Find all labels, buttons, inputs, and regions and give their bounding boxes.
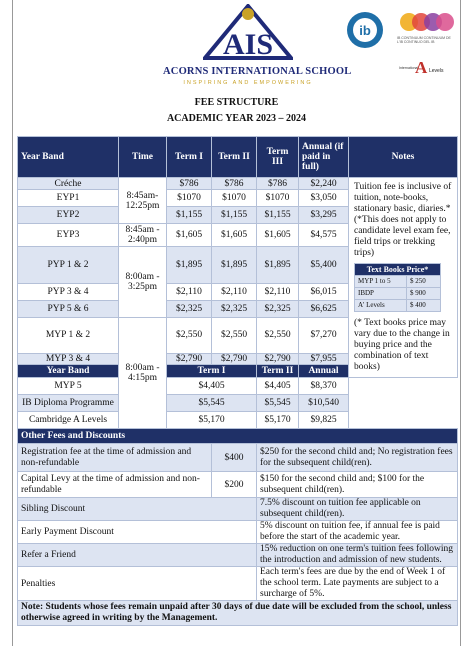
fee-label: Refer a Friend <box>18 544 257 567</box>
academic-year: ACADEMIC YEAR 2023 – 2024 <box>166 113 307 124</box>
term2-cell: $4,405 <box>257 378 299 395</box>
fee-row <box>18 444 458 472</box>
table-header <box>18 137 458 178</box>
school-motto: INSPIRING AND EMPOWERING <box>183 80 313 86</box>
fee-row <box>18 567 458 601</box>
fee-label: Capital Levy at the time of admission and non-refundable <box>18 472 212 498</box>
term3-cell: $1,895 <box>257 247 299 284</box>
other-fees-header <box>18 429 458 444</box>
fee-table <box>17 136 458 626</box>
textbook-row <box>355 300 441 312</box>
a-levels-letter: A <box>415 58 428 77</box>
fee-row <box>18 544 458 567</box>
annual-cell: $7,270 <box>299 317 349 354</box>
term2-cell: $2,325 <box>212 300 257 317</box>
sub-col-term-1: Term I <box>167 365 257 378</box>
school-name: ACORNS INTERNATIONAL SCHOOL <box>163 66 352 77</box>
notes-tuition-text: Tuition fee is inclusive of tuition, note-books, stationary basic, diaries.* (*This does not apply to candidate level exam fee, field trips or trekking trips) <box>354 182 452 258</box>
term1-cell: $2,790 <box>167 354 212 365</box>
band-cell: MYP 3 & 4 <box>18 354 119 365</box>
term3-cell: $1,605 <box>257 224 299 247</box>
col-year-band: Year Band <box>18 137 119 178</box>
annual-cell: $3,295 <box>299 207 349 224</box>
annual-cell: $2,240 <box>299 178 349 190</box>
term3-cell: $786 <box>257 178 299 190</box>
annual-cell: $10,540 <box>299 395 349 412</box>
doc-title: FEE STRUCTURE <box>194 97 279 108</box>
term2-cell: $2,790 <box>212 354 257 365</box>
ib-logo-icon <box>343 10 391 50</box>
col-time: Time <box>119 137 167 178</box>
col-term-2: Term II <box>212 137 257 178</box>
term3-cell: $1,155 <box>257 207 299 224</box>
time-cell: 8:00am - 4:15pm <box>119 317 167 429</box>
fee-note: 15% reduction on one term's tuition fees following the introduction and admission of new students. <box>257 544 458 567</box>
time-cell: 8:45am-12:25pm <box>119 178 167 224</box>
term3-cell: $2,550 <box>257 317 299 354</box>
term1-cell: $2,325 <box>167 300 212 317</box>
term2-cell: $2,550 <box>212 317 257 354</box>
notes-cell <box>349 178 458 378</box>
band-cell: EYP1 <box>18 190 119 207</box>
term1-cell: $1,155 <box>167 207 212 224</box>
term2-cell: $1,605 <box>212 224 257 247</box>
annual-cell: $6,015 <box>299 283 349 300</box>
notes-textbooks-text: (* Text books price may vary due to the change in buying price and the combination of text books) <box>354 318 450 372</box>
term2-cell: $1070 <box>212 190 257 207</box>
term3-cell: $2,790 <box>257 354 299 365</box>
textbook-price: $ 400 <box>407 300 441 312</box>
fee-note: Each term's fees are due by the end of Week 1 of the school term. Late payments are subject to a surcharge of 5%. <box>257 567 458 601</box>
fee-row <box>18 472 458 498</box>
textbooks-title: Text Books Price* <box>355 264 441 276</box>
term2-cell: $5,170 <box>257 412 299 429</box>
school-logo <box>163 4 352 92</box>
band-cell: PYP 1 & 2 <box>18 247 119 284</box>
annual-cell: $5,400 <box>299 247 349 284</box>
time-cell: 8:45am - 2:40pm <box>119 224 167 247</box>
sub-col-term-2: Term II <box>257 365 299 378</box>
term3-cell: $2,325 <box>257 300 299 317</box>
col-term-3: Term III <box>257 137 299 178</box>
fee-note: 7.5% discount on tuition fee applicable on subsequent child(ren). <box>257 498 458 521</box>
fee-amount: $200 <box>212 472 257 498</box>
fee-note: $250 for the second child and; No registration fees for the subsequent child(ren). <box>257 444 458 472</box>
term1-cell: $1,605 <box>167 224 212 247</box>
sub-col-year-band: Year Band <box>18 365 119 378</box>
fee-note: $150 for the second child and; $100 for the subsequent child(ren). <box>257 472 458 498</box>
term1-cell: $2,110 <box>167 283 212 300</box>
band-cell: PYP 3 & 4 <box>18 283 119 300</box>
a-levels-small-text: International <box>399 66 419 70</box>
band-cell: IB Diploma Programme <box>18 395 119 412</box>
term2-cell: $1,155 <box>212 207 257 224</box>
svg-text:AIS: AIS <box>222 28 274 61</box>
notes-spacer <box>349 378 458 429</box>
fee-label: Sibling Discount <box>18 498 257 521</box>
fee-document <box>12 0 461 646</box>
fee-label: Registration fee at the time of admission and non-refundable <box>18 444 212 472</box>
textbook-name: A' Levels <box>355 300 407 312</box>
col-annual: Annual (if paid in full) <box>299 137 349 178</box>
annual-cell: $8,370 <box>299 378 349 395</box>
annual-cell: $9,825 <box>299 412 349 429</box>
textbooks-table <box>354 263 441 312</box>
term2-cell: $1,895 <box>212 247 257 284</box>
ib-continuum-text: IB CONTINUUM CONTINUUM DE L'IB CONTINUO DEL IB <box>397 36 451 44</box>
a-levels-word: Levels <box>429 68 444 74</box>
time-cell: 8:00am - 3:25pm <box>119 247 167 318</box>
band-cell: EYP3 <box>18 224 119 247</box>
ais-logo-icon <box>203 4 293 62</box>
textbook-price: $ 250 <box>407 276 441 288</box>
annual-cell: $3,050 <box>299 190 349 207</box>
term1-cell: $5,545 <box>167 395 257 412</box>
ib-continuum-logo <box>397 10 457 50</box>
term1-cell: $1070 <box>167 190 212 207</box>
annual-cell: $6,625 <box>299 300 349 317</box>
term1-cell: $2,550 <box>167 317 212 354</box>
fee-label: Penalties <box>18 567 257 601</box>
textbook-row <box>355 288 441 300</box>
annual-cell: $7,955 <box>299 354 349 365</box>
band-cell: MYP 1 & 2 <box>18 317 119 354</box>
term2-cell: $786 <box>212 178 257 190</box>
textbook-name: MYP 1 to 5 <box>355 276 407 288</box>
term2-cell: $2,110 <box>212 283 257 300</box>
band-cell: Cambridge A Levels <box>18 412 119 429</box>
fee-amount: $400 <box>212 444 257 472</box>
sub-col-annual: Annual <box>299 365 349 378</box>
other-fees-title: Other Fees and Discounts <box>18 429 458 444</box>
annual-cell: $4,575 <box>299 224 349 247</box>
band-cell: EYP2 <box>18 207 119 224</box>
col-term-1: Term I <box>167 137 212 178</box>
svg-text:ib: ib <box>359 23 371 38</box>
term3-cell: $1070 <box>257 190 299 207</box>
table-row <box>18 178 458 190</box>
term1-cell: $1,895 <box>167 247 212 284</box>
fee-row <box>18 521 458 544</box>
band-cell: Créche <box>18 178 119 190</box>
a-levels-logo <box>399 58 456 78</box>
term1-cell: $786 <box>167 178 212 190</box>
textbook-row <box>355 276 441 288</box>
fee-label: Early Payment Discount <box>18 521 257 544</box>
term1-cell: $5,170 <box>167 412 257 429</box>
fee-row <box>18 498 458 521</box>
term3-cell: $2,110 <box>257 283 299 300</box>
col-notes: Notes <box>349 137 458 178</box>
ib-continuum-icon <box>397 10 457 34</box>
band-cell: PYP 5 & 6 <box>18 300 119 317</box>
term2-cell: $5,545 <box>257 395 299 412</box>
textbook-name: IBDP <box>355 288 407 300</box>
band-cell: MYP 5 <box>18 378 119 395</box>
footer-note: Note: Students whose fees remain unpaid after 30 days of due date will be excluded from the school, unless otherwise agreed in writing by the Management. <box>18 601 458 626</box>
table-row <box>18 378 458 395</box>
term1-cell: $4,405 <box>167 378 257 395</box>
fee-note: 5% discount on tuition fee, if annual fee is paid before the start of the academic year. <box>257 521 458 544</box>
footer-note-row <box>18 601 458 626</box>
textbook-price: $ 900 <box>407 288 441 300</box>
